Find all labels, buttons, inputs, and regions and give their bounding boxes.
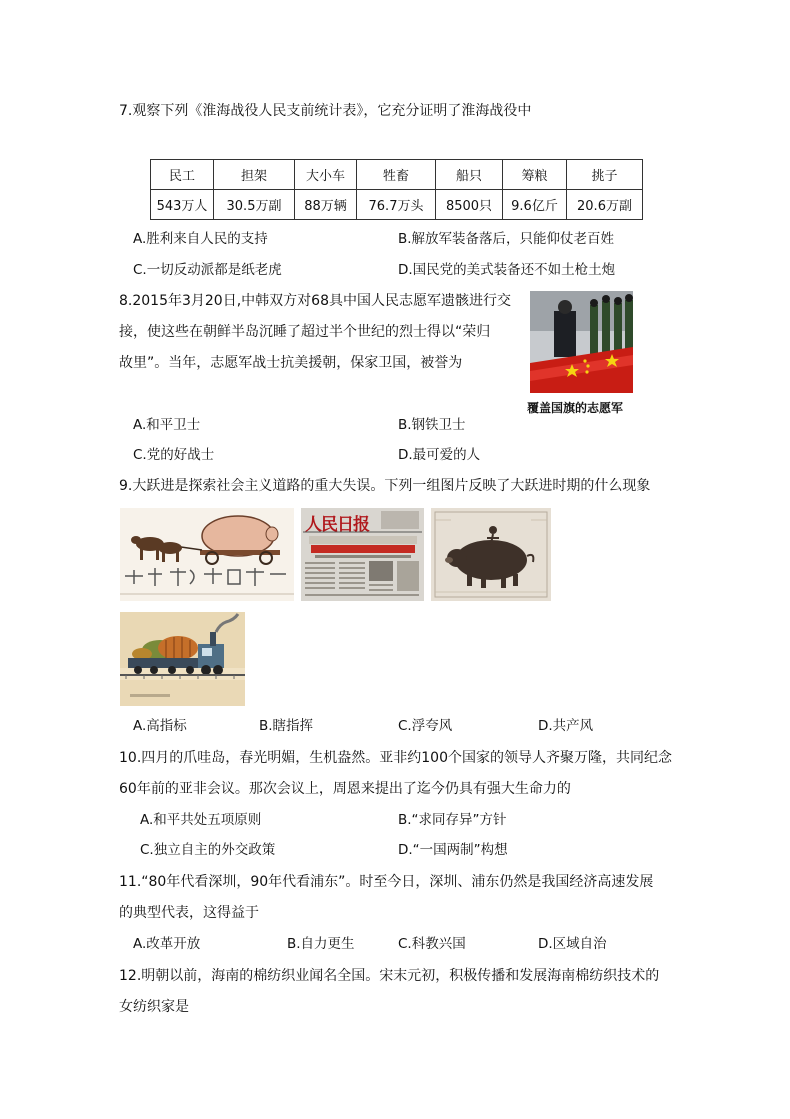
q8-option-a: A.和平卫士 [133, 417, 201, 433]
table-header-cell: 挑子 [567, 160, 643, 190]
table-value-cell: 30.5万副 [214, 190, 295, 220]
giant-pig-cartoon [431, 508, 551, 601]
newspaper-body-drawing [301, 508, 424, 601]
q9-option-d: D.共产风 [538, 718, 594, 734]
q7-option-b: B.解放军装备落后，只能仰仗老百姓 [398, 231, 615, 247]
question-10-stem-line-1: 10.四月的爪哇岛，春光明媚，生机盎然。亚非约100个国家的领导人齐聚万隆，共同纪念 [119, 750, 672, 766]
q9-option-c: C.浮夸风 [398, 718, 453, 734]
table-value-cell: 543万人 [151, 190, 214, 220]
q8-option-d: D.最可爱的人 [398, 447, 481, 463]
q10-option-c: C.独立自主的外交政策 [140, 842, 276, 858]
newspaper-masthead: 人民日报 [305, 515, 369, 535]
table-value-cell: 20.6万副 [567, 190, 643, 220]
question-12-stem-line-1: 12.明朝以前，海南的棉纺织业闻名全国。宋末元初，积极传播和发展海南棉纺织技术的 [119, 968, 660, 984]
q7-option-c: C.一切反动派都是纸老虎 [133, 262, 282, 278]
q10-option-b: B.“求同存异”方针 [398, 812, 507, 828]
q9-option-b: B.瞎指挥 [259, 718, 314, 734]
peoples-daily-newspaper [301, 508, 424, 601]
table-header-cell: 担架 [214, 160, 295, 190]
ox-cart-cartoon [120, 508, 294, 601]
table-value-cell: 8500只 [436, 190, 503, 220]
table-header-cell: 民工 [151, 160, 214, 190]
question-7-stem: 7.观察下列《淮海战役人民支前统计表》，它充分证明了淮海战役中 [119, 103, 532, 119]
q8-option-c: C.党的好战士 [133, 447, 215, 463]
question-11-stem-line-1: 11.“80年代看深圳，90年代看浦东”。时至今日，深圳、浦东仍然是我国经济高速发展 [119, 874, 654, 890]
volunteer-remains-photo-drawing [530, 291, 633, 393]
train-cartoon [120, 612, 245, 706]
q7-option-d: D.国民党的美式装备还不如土枪土炮 [398, 262, 616, 278]
table-value-cell: 9.6亿斤 [503, 190, 567, 220]
train-cartoon-drawing [120, 612, 245, 706]
table-header-cell: 牲畜 [357, 160, 436, 190]
photo-caption: 覆盖国旗的志愿军 [527, 401, 624, 415]
giant-pig-cartoon-drawing [431, 508, 551, 601]
question-9-stem: 9.大跃进是探索社会主义道路的重大失误。下列一组图片反映了大跃进时期的什么现象 [119, 478, 651, 494]
q11-option-b: B.自力更生 [287, 936, 355, 952]
table-header-cell: 船只 [436, 160, 503, 190]
table-header-cell: 大小车 [295, 160, 357, 190]
question-8-stem-line-2: 接，使这些在朝鲜半岛沉睡了超过半个世纪的烈士得以“荣归 [119, 324, 491, 340]
q11-option-d: D.区域自治 [538, 936, 607, 952]
table-value-cell: 76.7万头 [357, 190, 436, 220]
question-10-stem-line-2: 60年前的亚非会议。那次会议上，周恩来提出了迄今仍具有强大生命力的 [119, 781, 571, 797]
q10-option-d: D.“一国两制”构想 [398, 842, 508, 858]
q7-option-a: A.胜利来自人民的支持 [133, 231, 268, 247]
ox-cart-cartoon-drawing [120, 508, 294, 601]
q11-option-a: A.改革开放 [133, 936, 201, 952]
question-11-stem-line-2: 的典型代表，这得益于 [119, 905, 259, 921]
q11-option-c: C.科教兴国 [398, 936, 466, 952]
question-12-stem-line-2: 女纺织家是 [119, 999, 189, 1015]
question-8-stem-line-1: 8.2015年3月20日,中韩双方对68具中国人民志愿军遗骸进行交 [119, 293, 511, 309]
question-8-stem-line-3: 故里”。当年，志愿军战士抗美援朝，保家卫国，被誉为 [119, 355, 463, 371]
q8-option-b: B.钢铁卫士 [398, 417, 466, 433]
table-value-row [151, 190, 643, 220]
q10-option-a: A.和平共处五项原则 [140, 812, 262, 828]
q9-option-a: A.高指标 [133, 718, 187, 734]
support-statistics-table [150, 159, 643, 220]
table-header-row [151, 160, 643, 190]
table-header-cell: 筹粮 [503, 160, 567, 190]
table-value-cell: 88万辆 [295, 190, 357, 220]
volunteer-remains-photo [530, 291, 633, 393]
